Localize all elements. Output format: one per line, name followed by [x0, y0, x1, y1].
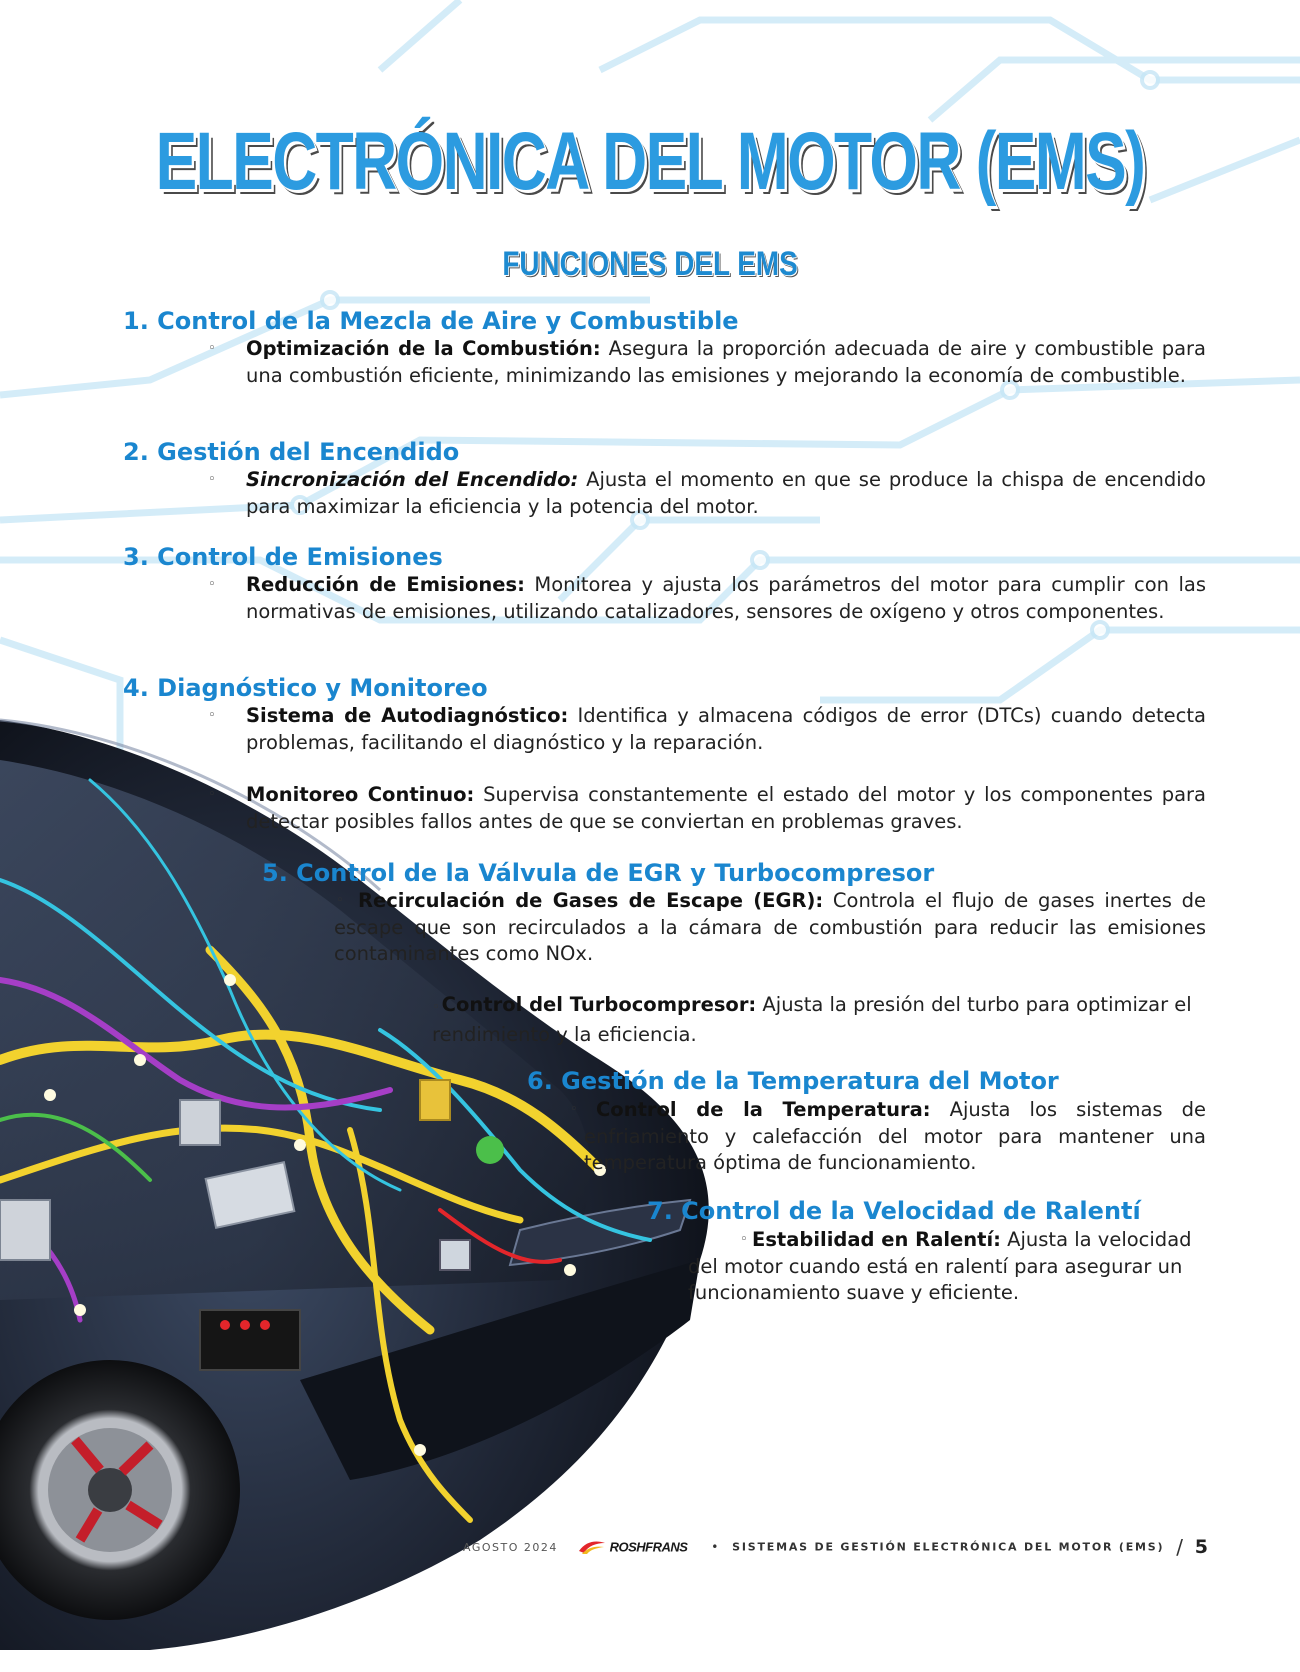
item-term: Estabilidad en Ralentí: [752, 1228, 1001, 1251]
section-heading-4: 4. Diagnóstico y Monitoreo [123, 674, 488, 702]
bullet-icon: ◦ [208, 341, 216, 356]
section-heading-6: 6. Gestión de la Temperatura del Motor [527, 1067, 1059, 1095]
section-1-item-1 [208, 336, 1206, 389]
page-footer [0, 1535, 1208, 1559]
bullet-icon: ◦ [336, 893, 344, 908]
item-text: Ajusta el momento en que se produce la chispa de encendido para maximizar la eficiencia y la potencia del motor. [246, 468, 1206, 518]
item-term: Control del Turbocompresor: [441, 993, 757, 1016]
footer-separator: • [711, 1540, 719, 1554]
brand-name: ROSHFRANS [609, 1539, 688, 1555]
section-heading-5: 5. Control de la Válvula de EGR y Turbocompresor [262, 859, 935, 887]
bullet-icon: ◦ [570, 1102, 578, 1117]
section-4-item-1 [208, 703, 1206, 756]
section-7-item-1 [688, 1227, 1206, 1307]
footer-slash: / [1176, 1535, 1183, 1559]
item-term: Monitoreo Continuo: [246, 783, 475, 806]
section-4-item-2 [208, 782, 1207, 835]
section-heading-1: 1. Control de la Mezcla de Aire y Combustible [123, 307, 739, 335]
brand-swoosh-icon [578, 1539, 606, 1555]
item-text: Supervisa constantemente el estado del motor y los componentes para detectar posibles fallos antes de que se conviertan en problemas graves. [246, 783, 1207, 833]
publication-title: SISTEMAS DE GESTIÓN ELECTRÓNICA DEL MOTOR (EMS) [732, 1540, 1165, 1554]
bullet-icon: ◦ [208, 787, 216, 802]
bullet-icon: ◦ [208, 708, 216, 723]
item-text: Identifica y almacena códigos de error (DTCs) cuando detecta problemas, facilitando el diagnóstico y la reparación. [246, 704, 1206, 754]
item-text: Ajusta los sistemas de enfriamiento y calefacción del motor para mantener una temperatura óptima de funcionamiento. [584, 1098, 1207, 1174]
section-heading-3: 3. Control de Emisiones [123, 543, 443, 571]
section-heading-7: 7. Control de la Velocidad de Ralentí [647, 1197, 1141, 1225]
section-5-item-2 [432, 992, 1206, 1048]
bullet-icon: ◦ [208, 472, 216, 487]
item-term: Sincronización del Encendido: [246, 468, 579, 491]
item-text: Ajusta la presión del turbo para optimizar el rendimiento y la eficiencia. [432, 993, 1192, 1046]
page-subtitle: FUNCIONES DEL EMS [502, 245, 798, 283]
bullet-icon: ◦ [740, 1232, 748, 1247]
item-text: Asegura la proporción adecuada de aire y combustible para una combustión eficiente, minimizando las emisiones y mejorando la economía de combustible. [246, 337, 1206, 387]
section-5-item-1 [334, 888, 1206, 968]
issue-date: AGOSTO 2024 [463, 1540, 558, 1554]
page-title: ELECTRÓNICA DEL MOTOR (EMS) [155, 114, 1145, 207]
item-term: Sistema de Autodiagnóstico: [246, 704, 569, 727]
brand-logo [578, 1539, 688, 1555]
item-term: Optimización de la Combustión: [246, 337, 601, 360]
bullet-icon: ◦ [432, 1000, 440, 1015]
item-text: Monitorea y ajusta los parámetros del motor para cumplir con las normativas de emisiones, utilizando catalizadores, sensores de oxígeno y otros componentes. [246, 573, 1206, 623]
item-term: Control de la Temperatura: [596, 1098, 931, 1121]
section-2-item-1 [208, 467, 1206, 520]
page-number: 5 [1194, 1536, 1208, 1558]
section-6-item-1 [570, 1097, 1207, 1177]
item-text: Controla el flujo de gases inertes de escape que son recirculados a la cámara de combustión para reducir las emisiones contaminantes como NOx. [334, 889, 1206, 965]
item-term: Recirculación de Gases de Escape (EGR): [358, 889, 824, 912]
item-term: Reducción de Emisiones: [246, 573, 525, 596]
section-3-item-1 [208, 572, 1206, 625]
bullet-icon: ◦ [208, 577, 216, 592]
section-heading-2: 2. Gestión del Encendido [123, 438, 460, 466]
item-text: Ajusta la velocidad del motor cuando está en ralentí para asegurar un funcionamiento suave y eficiente. [688, 1228, 1192, 1304]
